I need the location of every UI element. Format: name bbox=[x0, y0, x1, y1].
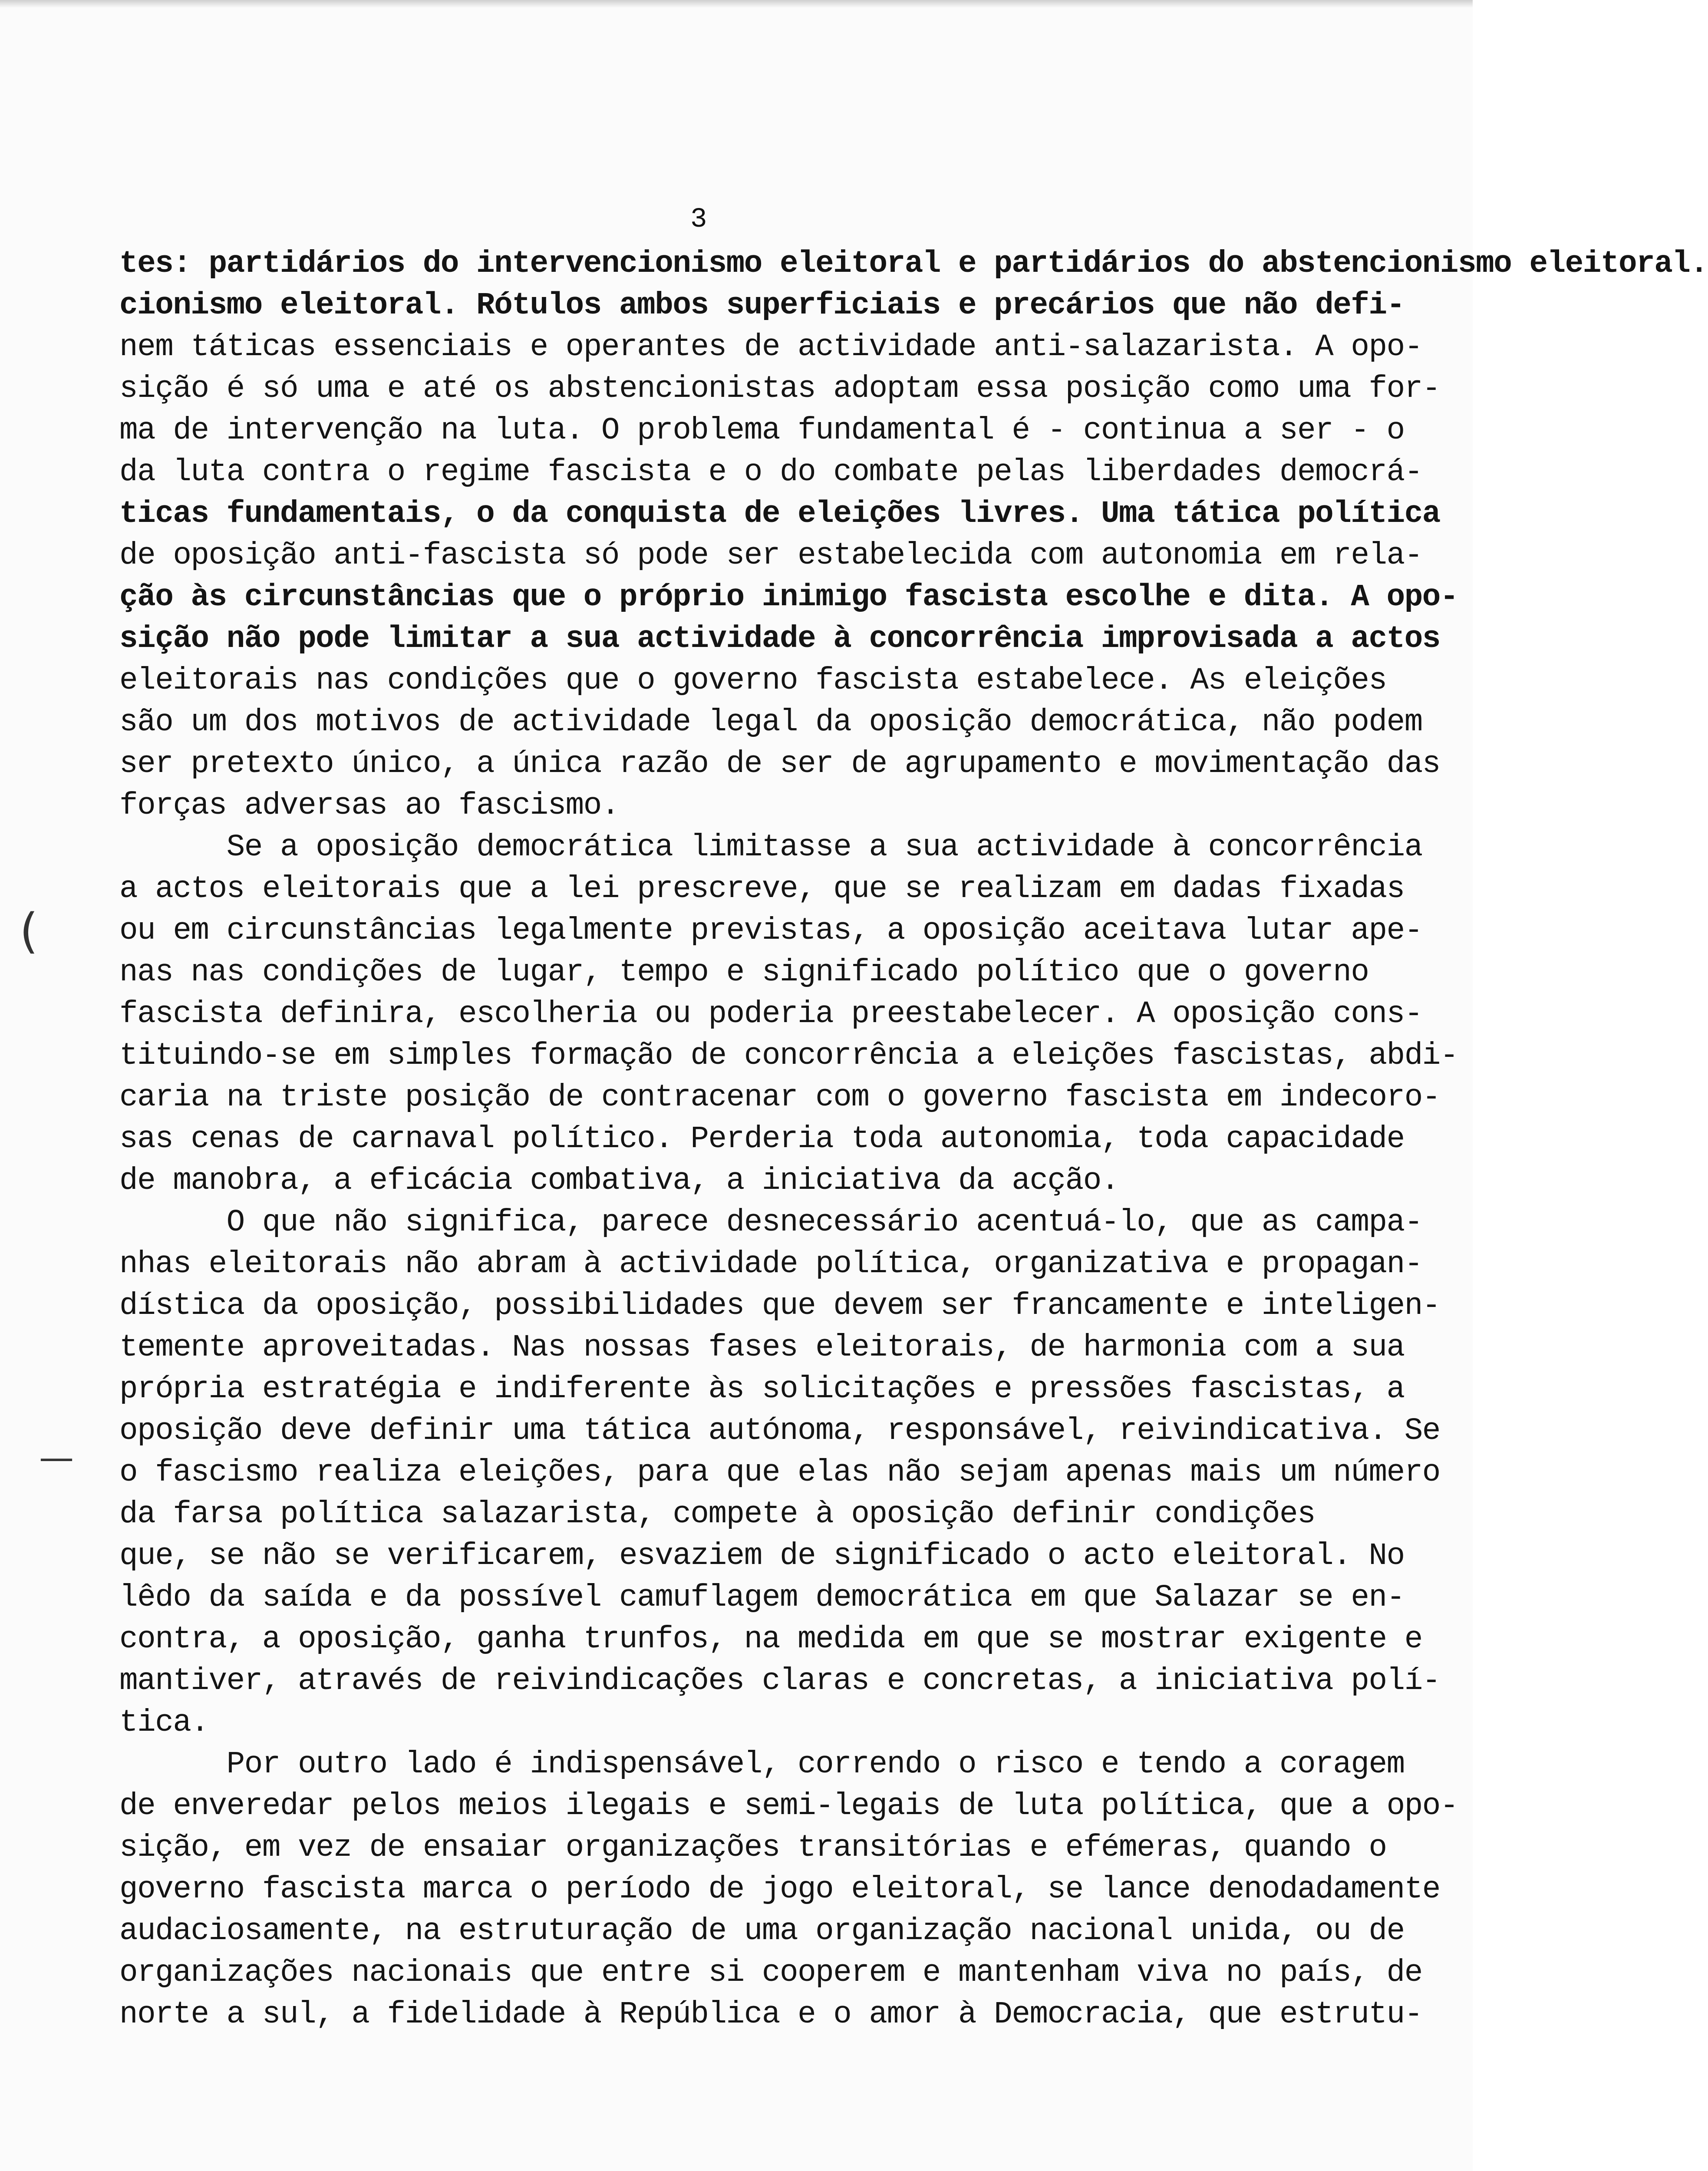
text-line: organizações nacionais que entre si cooperem e mantenham viva no país, de bbox=[119, 1956, 1422, 1990]
page-number: 3 bbox=[690, 204, 707, 235]
text-line: da luta contra o regime fascista e o do combate pelas liberdades democrá- bbox=[119, 455, 1422, 490]
text-line: audaciosamente, na estruturação de uma organização nacional unida, ou de bbox=[119, 1914, 1405, 1949]
left-margin-dash: — bbox=[39, 1437, 74, 1478]
text-line: de enveredar pelos meios ilegais e semi-legais de luta política, que a opo- bbox=[119, 1789, 1458, 1824]
text-line: O que não significa, parece desnecessário acentuá-lo, que as campa- bbox=[119, 1205, 1422, 1240]
text-line: ser pretexto único, a única razão de ser de agrupamento e movimentação das bbox=[119, 747, 1440, 782]
text-line: governo fascista marca o período de jogo eleitoral, se lance denodadamente bbox=[119, 1872, 1440, 1907]
left-margin-mark: ( bbox=[20, 903, 38, 959]
text-line: Por outro lado é indispensável, correndo o risco e tendo a coragem bbox=[119, 1747, 1405, 1782]
text-line: oposição deve definir uma tática autónoma, responsável, reivindicativa. Se bbox=[119, 1414, 1440, 1448]
text-line: de oposição anti-fascista só pode ser estabelecida com autonomia em rela- bbox=[119, 538, 1422, 573]
text-line: ticas fundamentais, o da conquista de eleições livres. Uma tática política bbox=[119, 497, 1440, 531]
scan-top-edge bbox=[0, 0, 1473, 8]
text-line: ção às circunstâncias que o próprio inimigo fascista escolhe e dita. A opo- bbox=[119, 580, 1458, 615]
text-line: nem táticas essenciais e operantes de actividade anti-salazarista. A opo- bbox=[119, 330, 1422, 365]
text-line: lêdo da saída e da possível camuflagem democrática em que Salazar se en- bbox=[119, 1580, 1405, 1615]
text-line: o fascismo realiza eleições, para que elas não sejam apenas mais um número bbox=[119, 1455, 1440, 1490]
text-line: ou em circunstâncias legalmente previstas, a oposição aceitava lutar ape- bbox=[119, 914, 1422, 948]
text-line: própria estratégia e indiferente às solicitações e pressões fascistas, a bbox=[119, 1372, 1405, 1407]
text-line: temente aproveitadas. Nas nossas fases eleitorais, de harmonia com a sua bbox=[119, 1330, 1405, 1365]
text-line: sição, em vez de ensaiar organizações transitórias e efémeras, quando o bbox=[119, 1831, 1387, 1865]
text-line: que, se não se verificarem, esvaziem de significado o acto eleitoral. No bbox=[119, 1539, 1405, 1574]
text-line: fascista definira, escolheria ou poderia preestabelecer. A oposição cons- bbox=[119, 997, 1422, 1032]
text-line: tica. bbox=[119, 1706, 209, 1740]
text-line: cionismo eleitoral. Rótulos ambos superficiais e precários que não defi- bbox=[119, 288, 1405, 323]
text-line: são um dos motivos de actividade legal da oposição democrática, não podem bbox=[119, 705, 1422, 740]
text-line: nhas eleitorais não abram à actividade política, organizativa e propagan- bbox=[119, 1247, 1422, 1282]
text-line: caria na triste posição de contracenar com o governo fascista em indecoro- bbox=[119, 1080, 1440, 1115]
text-line: sição não pode limitar a sua actividade à concorrência improvisada a actos bbox=[119, 622, 1440, 657]
text-line: da farsa política salazarista, compete à oposição definir condições bbox=[119, 1497, 1316, 1532]
text-line: mantiver, através de reivindicações claras e concretas, a iniciativa polí- bbox=[119, 1664, 1440, 1699]
text-line: eleitorais nas condições que o governo fascista estabelece. As eleições bbox=[119, 663, 1387, 698]
text-line: contra, a oposição, ganha trunfos, na medida em que se mostrar exigente e bbox=[119, 1622, 1422, 1657]
text-line: tes: partidários do intervencionismo eleitoral e partidários do abstencionismo eleitoral. bbox=[119, 247, 1708, 281]
text-line: ma de intervenção na luta. O problema fundamental é - continua a ser - o bbox=[119, 413, 1405, 448]
text-line: sas cenas de carnaval político. Perderia toda autonomia, toda capacidade bbox=[119, 1122, 1405, 1157]
text-line: forças adversas ao fascismo. bbox=[119, 789, 619, 823]
text-line: tituindo-se em simples formação de concorrência a eleições fascistas, abdi- bbox=[119, 1039, 1458, 1073]
text-line: dística da oposição, possibilidades que devem ser francamente e inteligen- bbox=[119, 1289, 1440, 1323]
text-line: sição é só uma e até os abstencionistas adoptam essa posição como uma for- bbox=[119, 372, 1440, 406]
text-line: Se a oposição democrática limitasse a sua actividade à concorrência bbox=[119, 830, 1422, 865]
text-line: de manobra, a eficácia combativa, a iniciativa da acção. bbox=[119, 1164, 1119, 1198]
text-line: a actos eleitorais que a lei prescreve, que se realizam em dadas fixadas bbox=[119, 872, 1405, 907]
text-line: nas nas condições de lugar, tempo e significado político que o governo bbox=[119, 955, 1369, 990]
text-line: norte a sul, a fidelidade à República e o amor à Democracia, que estrutu- bbox=[119, 1997, 1422, 2032]
document-body bbox=[119, 243, 1708, 2036]
